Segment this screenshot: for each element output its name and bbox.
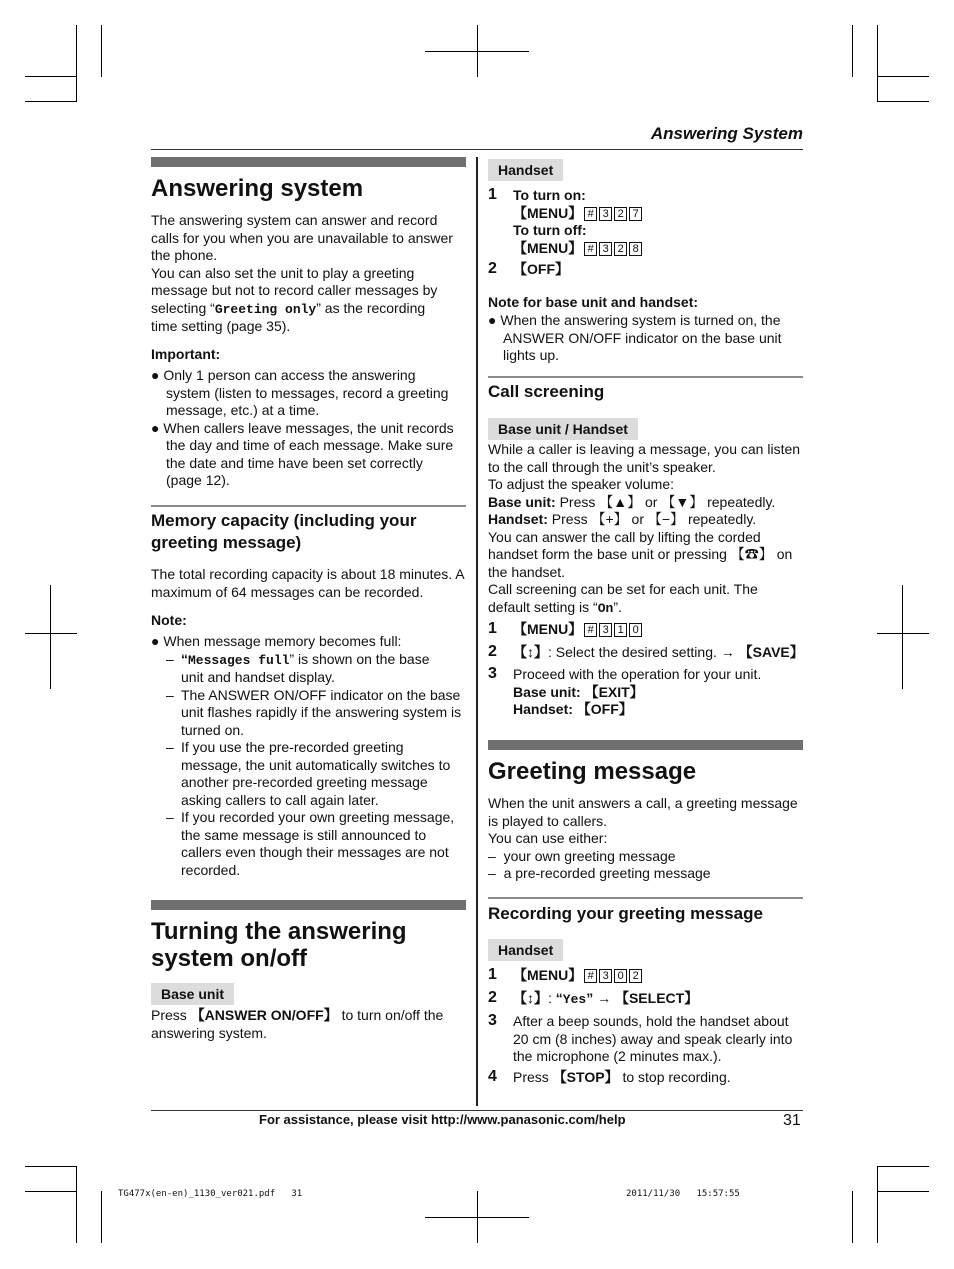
memory-text: The total recording capacity is about 18 minutes. A maximum of 64 messages can be recorded.	[151, 566, 465, 600]
print-date: 2011/11/30 15:57:55	[626, 1189, 740, 1199]
page-number: 31	[783, 1112, 801, 1129]
memory-heading: Memory capacity (including your greeting message)	[151, 511, 417, 552]
base-unit-tag: Base unit	[151, 983, 234, 1005]
call-screening-text: While a caller is leaving a message, you can listen to the call through the unit’s speaker. To adjust the speaker volume: Base unit: Press 【▲】 or 【▼】 repeatedly. Handset: Press 【+】 or 【−】 repeatedly. You can answer the call by lifting the corded handset form the base unit or pressing 【☎】 on the handset. Call screening can be set for each unit. The default setting is “On”.	[488, 441, 801, 616]
running-header: Answering System	[650, 124, 803, 143]
note-label: Note:	[151, 612, 187, 628]
page-title: Answering system	[151, 175, 364, 202]
intro-text: The answering system can answer and record calls for you when you are unavailable to answer the phone. You can also set the unit to play a greeting message but not to record caller messages by selecting “Greeting only” as the recording time setting (page 35).	[151, 212, 453, 334]
note-heading: Note for base unit and handset:	[488, 294, 699, 310]
handset-tag: Handset	[488, 159, 563, 181]
note-list: ● When message memory becomes full: – “Messages full” is shown on the base unit and handset display. – The ANSWER ON/OFF indicator on the base unit flashes rapidly if the answering system is turned on. – If you use the pre-recorded greeting message, the unit automatically switches to another pre-recorded greeting message asking callers to call again later. – If you recorded your own greeting message, the same message is still announced to callers even though their messages are not recorded.	[151, 633, 462, 878]
recording-heading: Recording your greeting message	[488, 904, 763, 923]
important-list: ● Only 1 person can access the answering system (listen to messages, record a greeting message, etc.) at a time. ● When callers leave messages, the unit records the day and time of each message. Make sure the date and time have been set correctly (page 12).	[151, 367, 454, 488]
handset-tag-2: Handset	[488, 939, 563, 961]
turning-title: Turning the answering system on/off	[151, 918, 407, 972]
print-file: TG477x(en-en)_1130_ver021.pdf 31	[118, 1189, 303, 1199]
press-text: Press 【ANSWER ON/OFF】 to turn on/off the answering system.	[151, 1007, 444, 1041]
important-label: Important:	[151, 346, 221, 362]
base-handset-tag: Base unit / Handset	[488, 418, 638, 440]
greeting-text: When the unit answers a call, a greeting message is played to callers. You can use either: – your own greeting message – a pre-recorded greeting message	[488, 795, 798, 881]
assistance-link[interactable]: For assistance, please visit http://www.panasonic.com/help	[259, 1112, 626, 1127]
note-bullet: ● When the answering system is turned on, the ANSWER ON/OFF indicator on the base unit lights up.	[488, 312, 782, 363]
manual-page: Answering System Answering system The answering system can answer and record calls for you when you are unavailable to answer the phone. You can also set the unit to play a greeting message but not to record caller messages by selecting “Greeting only” as the recording time setting (page 35). Important: ● Only 1 person can access the answering system (listen to messages, record a greeting message, etc.) at a time. ● When callers leave messages, the unit records the day and time of each message. Make sure the date and time have been set correctly (page 12). Memory capacity (including your greeting message) The total recording capacity is about 18 minutes. A maximum of 64 messages can be recorded. Note: ● When message memory becomes full: – “Messages full” is shown on the base unit and handset display. – The ANSWER ON/OFF indicator on the base unit flashes rapidly if the answering system is turned on. – If you use the pre-recorded greeting message, the unit automatically switches to another pre-recorded greeting message asking callers to call again later. – If you recorded your own greeting message, the same message is still announced to callers even though their messages are not recorded. Turning the answering system on/off Base unit Press 【ANSWER ON/OFF】 to turn on/off the answering system. Handset 1 To turn on: 【MENU】 # 3 2 7 To turn off: 【MENU】 # 3 2 8 2 【OFF】 Note for base unit and handset: ● When the answering system is turned on, the ANSWER ON/OFF indicator on the base unit lights up. Call screening Base unit / Handset While a caller is leaving a message, you can listen to the call through the unit’s speaker. To adjust the speaker volume: Base unit: Press 【▲】 or 【▼】 repeatedly. Handset: Press 【+】 or 【−】 repeatedly. You can answer the call by lifting the corded handset form the base unit or pressing 【☎】 on the handset. Call screening can be set for each unit. The default setting is “On”. 1 【MENU】 # 3 1 0 2 【↕】: Select the desired setting. → 【SAVE】 3 Proceed with the operation for your unit. Base unit: 【EXIT】 Handset: 【OFF】 Greeting message When the unit answers a call, a greeting message is played to callers. You can use either: – your own greeting message – a pre-recorded greeting message Recording your greeting message Handset 1 【MENU】 # 3 0 2 2 【↕】: “Yes” → 【SELECT】 3 After a beep sounds, hold the handset about 20 cm (8 inches) away and speak clearly into the microphone (2 minutes max.). 4 Press 【STOP】 to stop recording. For assistance, please visit http://www.panasonic.com/help 31 TG477x(en-en)_1130_ver021.pdf 31 2011/11/30 15:57:55	[0, 0, 954, 1269]
call-screening-heading: Call screening	[488, 382, 605, 401]
greeting-title: Greeting message	[488, 758, 697, 785]
